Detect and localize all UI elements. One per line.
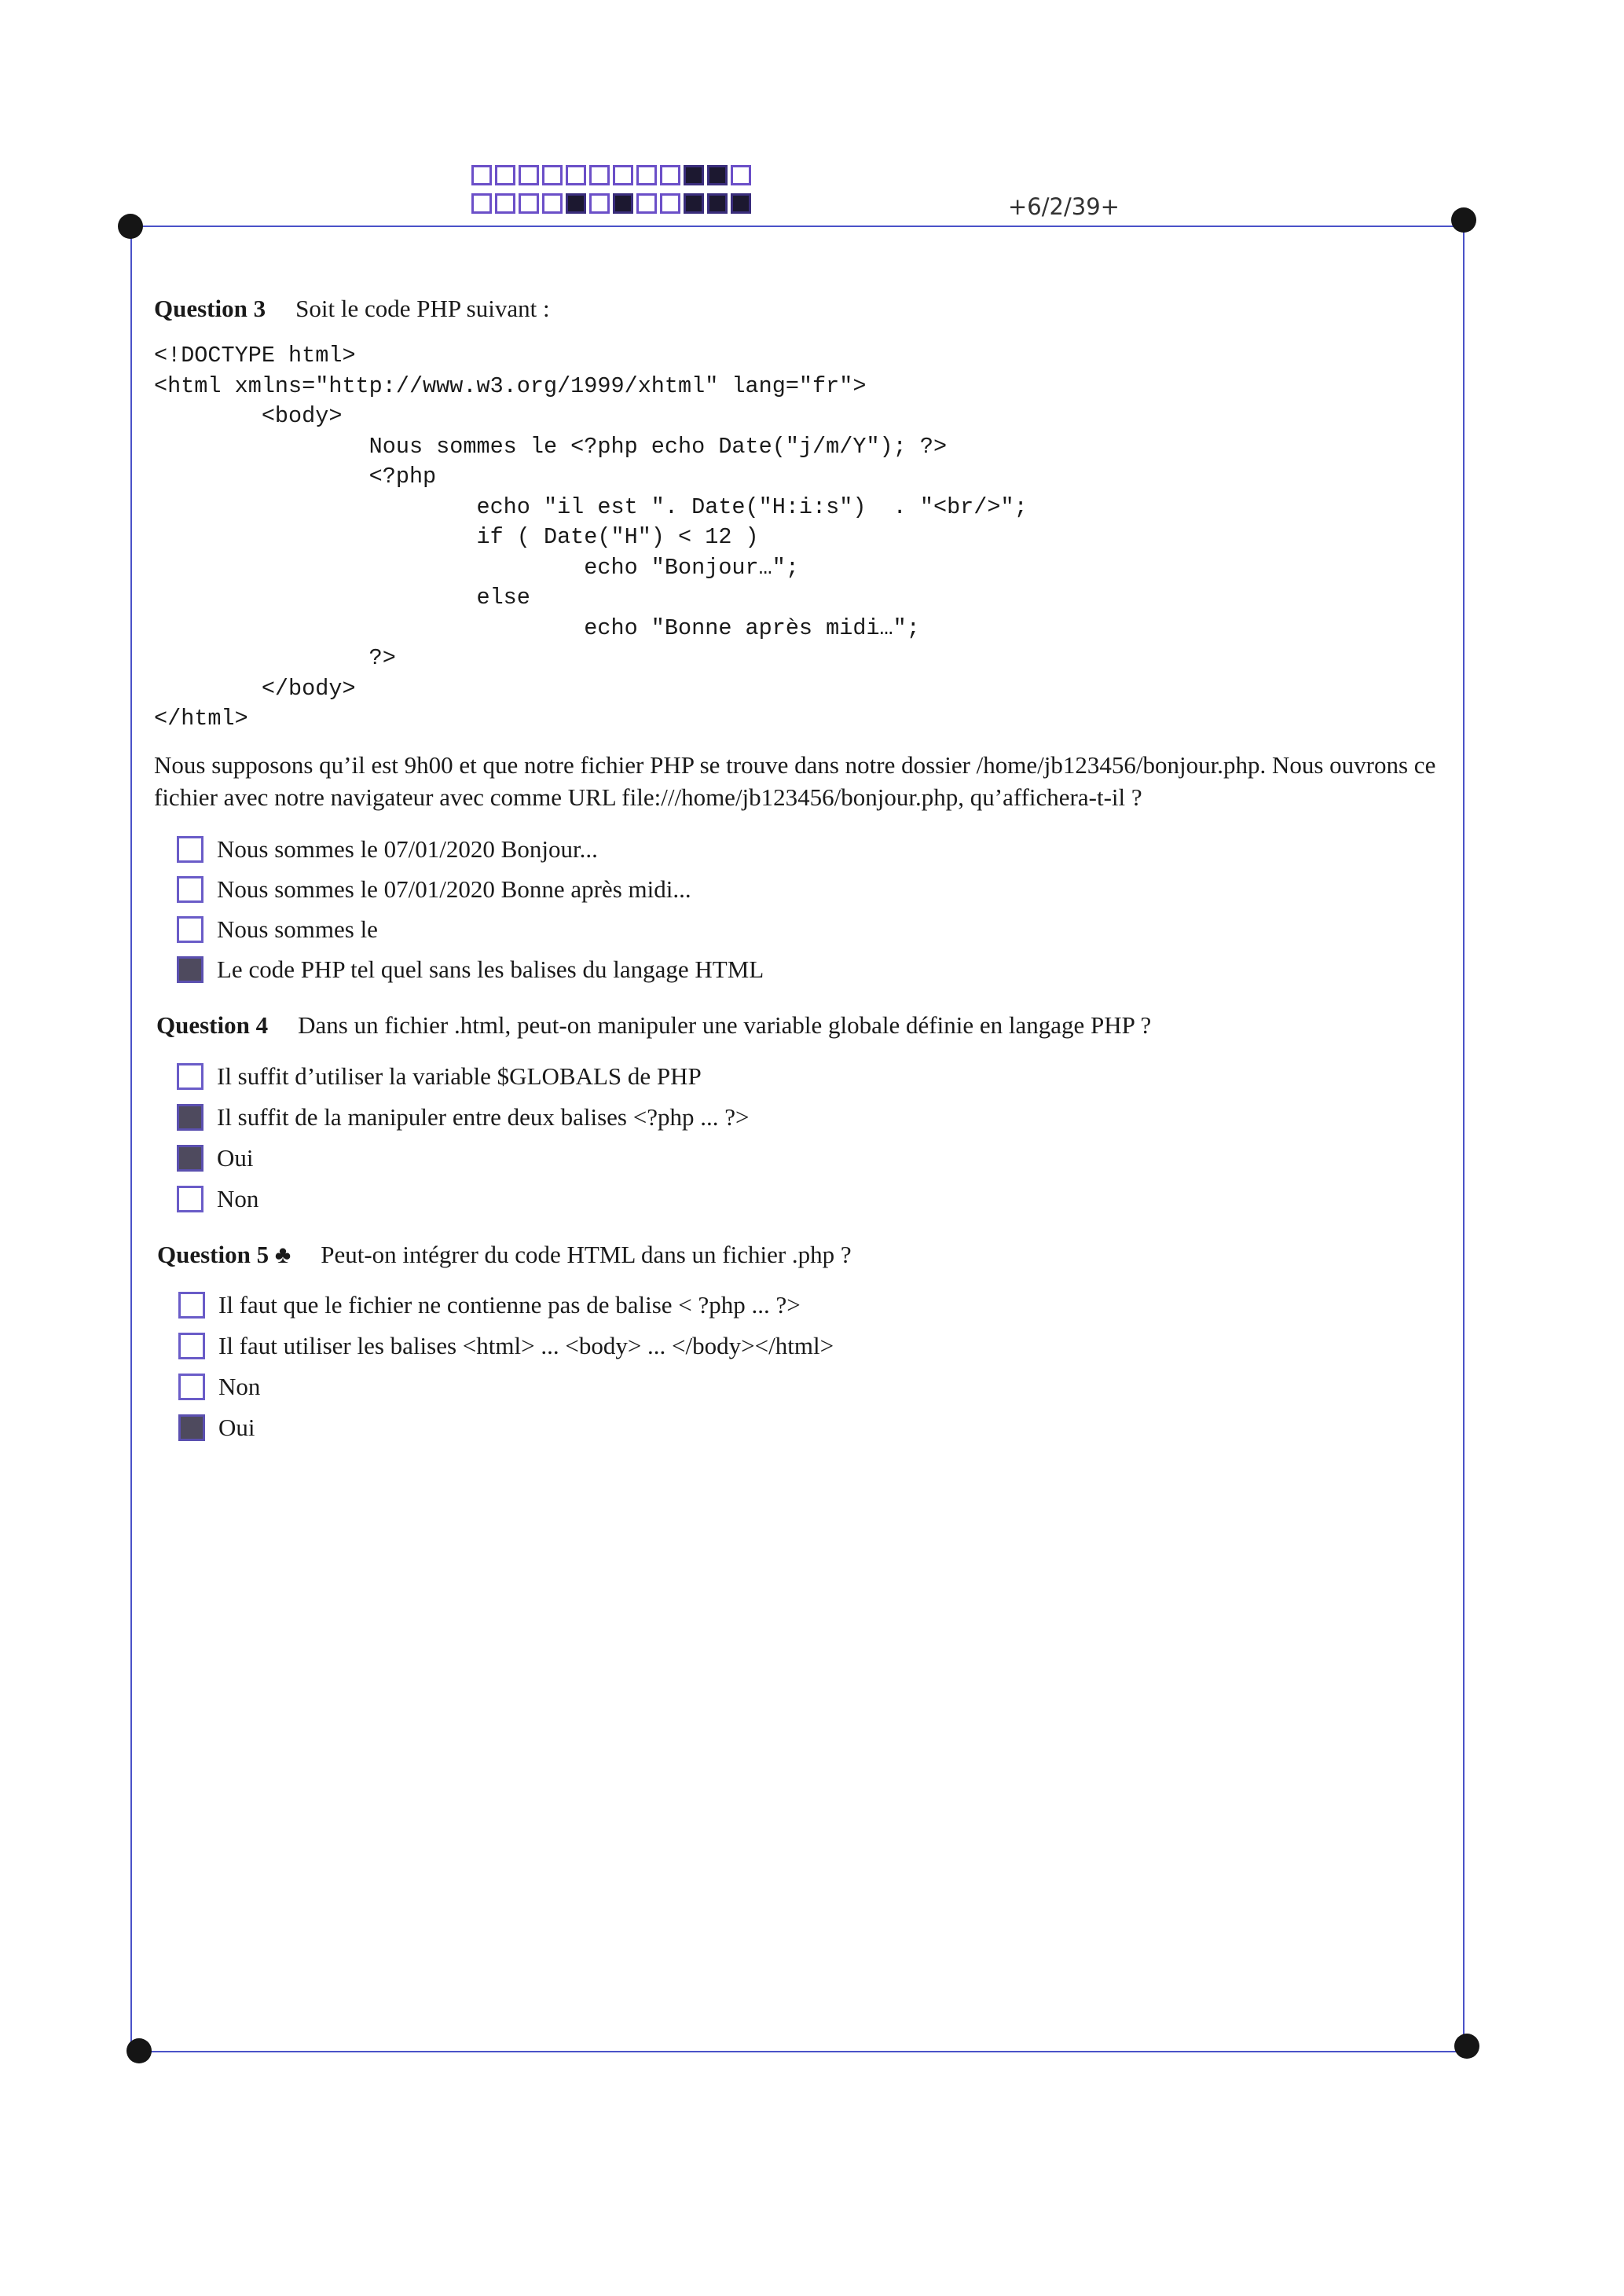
question-5-label: Question 5 ♣ <box>157 1241 291 1268</box>
answer-label: Il suffit de la manipuler entre deux balises <?php ... ?> <box>217 1103 750 1131</box>
barcode-row-bottom <box>471 193 754 214</box>
answer-checkbox[interactable] <box>177 1145 203 1172</box>
answer-label: Il faut que le fichier ne contienne pas de balise < ?php ... ?> <box>218 1291 801 1319</box>
answer-checkbox[interactable] <box>177 1186 203 1212</box>
php-code-block: <!DOCTYPE html> <html xmlns="http://www.w3.org/1999/xhtml" lang="fr"> <body> Nous sommes le <?php echo Date("j/m/Y"); ?> <?php echo "il est ". Date("H:i:s") . "<br/>"; if ( Date("H") < 12 ) echo "Bonjour…"; else echo "Bonne après midi…"; ?> </body> </html> <box>154 343 1028 732</box>
barcode-cell <box>613 165 633 185</box>
question-5-answer-4[interactable] <box>178 1414 255 1442</box>
answer-checkbox[interactable] <box>177 876 203 903</box>
answer-checkbox[interactable] <box>177 1104 203 1131</box>
barcode-cell <box>589 165 610 185</box>
question-3-answer-2[interactable] <box>177 875 691 904</box>
answer-checkbox[interactable] <box>177 836 203 863</box>
question-5-answer-3[interactable] <box>178 1373 260 1401</box>
barcode-row-top <box>471 165 754 185</box>
page-id: +6/2/39+ <box>1008 193 1120 220</box>
question-3-label: Question 3 <box>154 295 266 322</box>
question-5-heading <box>157 1241 852 1269</box>
question-4-answer-2[interactable] <box>177 1103 749 1131</box>
answer-label: Il suffit d’utiliser la variable $GLOBALS de PHP <box>217 1062 702 1090</box>
barcode-cell <box>636 193 657 214</box>
answer-label: Le code PHP tel quel sans les balises du langage HTML <box>217 955 764 983</box>
barcode-cell <box>566 193 586 214</box>
barcode-cell <box>684 193 704 214</box>
barcode-cell <box>660 193 680 214</box>
barcode-cell <box>589 193 610 214</box>
question-4-answer-3[interactable] <box>177 1144 254 1172</box>
frame-bottom-border <box>139 2051 1467 2052</box>
frame-right-border <box>1463 222 1465 2051</box>
barcode-cell <box>707 193 728 214</box>
question-3-answer-4[interactable] <box>177 955 764 984</box>
frame-top-border <box>131 226 1467 227</box>
question-4-prompt: Dans un fichier .html, peut-on manipuler une variable globale définie en langage PHP ? <box>298 1011 1152 1039</box>
question-5-answer-1[interactable] <box>178 1291 801 1319</box>
question-5-prompt: Peut-on intégrer du code HTML dans un fichier .php ? <box>321 1241 852 1268</box>
barcode-cell <box>542 165 563 185</box>
barcode-cell <box>495 165 515 185</box>
barcode-cell <box>613 193 633 214</box>
question-3-heading <box>154 295 550 323</box>
barcode-cell <box>660 165 680 185</box>
corner-marker-top-right <box>1451 207 1476 233</box>
barcode-cell <box>519 193 539 214</box>
corner-marker-bottom-left <box>126 2038 152 2063</box>
answer-checkbox[interactable] <box>177 1063 203 1090</box>
answer-checkbox[interactable] <box>178 1414 205 1441</box>
answer-label: Non <box>218 1373 261 1400</box>
question-3-answer-3[interactable] <box>177 915 378 944</box>
question-4-answer-4[interactable] <box>177 1185 258 1213</box>
answer-label: Oui <box>217 1144 254 1172</box>
answer-label: Il faut utiliser les balises <html> ... <body> ... </body></html> <box>218 1332 834 1359</box>
answer-checkbox[interactable] <box>178 1292 205 1319</box>
question-4-label: Question 4 <box>156 1011 269 1039</box>
answer-label: Nous sommes le 07/01/2020 Bonne après midi... <box>217 875 691 903</box>
barcode-cell <box>731 193 751 214</box>
answer-checkbox[interactable] <box>177 916 203 943</box>
corner-marker-top-left <box>118 214 143 239</box>
frame-left-border <box>130 226 132 2054</box>
barcode-cell <box>495 193 515 214</box>
question-4-answer-1[interactable] <box>177 1062 702 1091</box>
barcode-cell <box>471 193 492 214</box>
corner-marker-bottom-right <box>1454 2034 1479 2059</box>
barcode-cell <box>707 165 728 185</box>
answer-checkbox[interactable] <box>178 1374 205 1400</box>
answer-checkbox[interactable] <box>177 956 203 983</box>
barcode-cell <box>684 165 704 185</box>
barcode-cell <box>636 165 657 185</box>
barcode-cell <box>542 193 563 214</box>
answer-label: Nous sommes le 07/01/2020 Bonjour... <box>217 835 598 863</box>
answer-label: Oui <box>218 1414 255 1441</box>
answer-checkbox[interactable] <box>178 1333 205 1359</box>
question-3-paragraph: Nous supposons qu’il est 9h00 et que notre fichier PHP se trouve dans notre dossier /home/jb123456/bonjour.php. Nous ouvrons ce fichier avec notre navigateur avec comme URL file:///home/jb123456/bonjour.php, qu’affichera-t-il ? <box>154 751 1436 811</box>
barcode-cell <box>566 165 586 185</box>
question-5-answer-2[interactable] <box>178 1332 834 1360</box>
barcode-cell <box>731 165 751 185</box>
question-4-heading <box>156 1011 1151 1040</box>
answer-label: Non <box>217 1185 259 1212</box>
barcode-cell <box>471 165 492 185</box>
question-3-prompt: Soit le code PHP suivant : <box>295 295 550 322</box>
question-3-answer-1[interactable] <box>177 835 598 864</box>
barcode-cell <box>519 165 539 185</box>
answer-label: Nous sommes le <box>217 915 378 943</box>
